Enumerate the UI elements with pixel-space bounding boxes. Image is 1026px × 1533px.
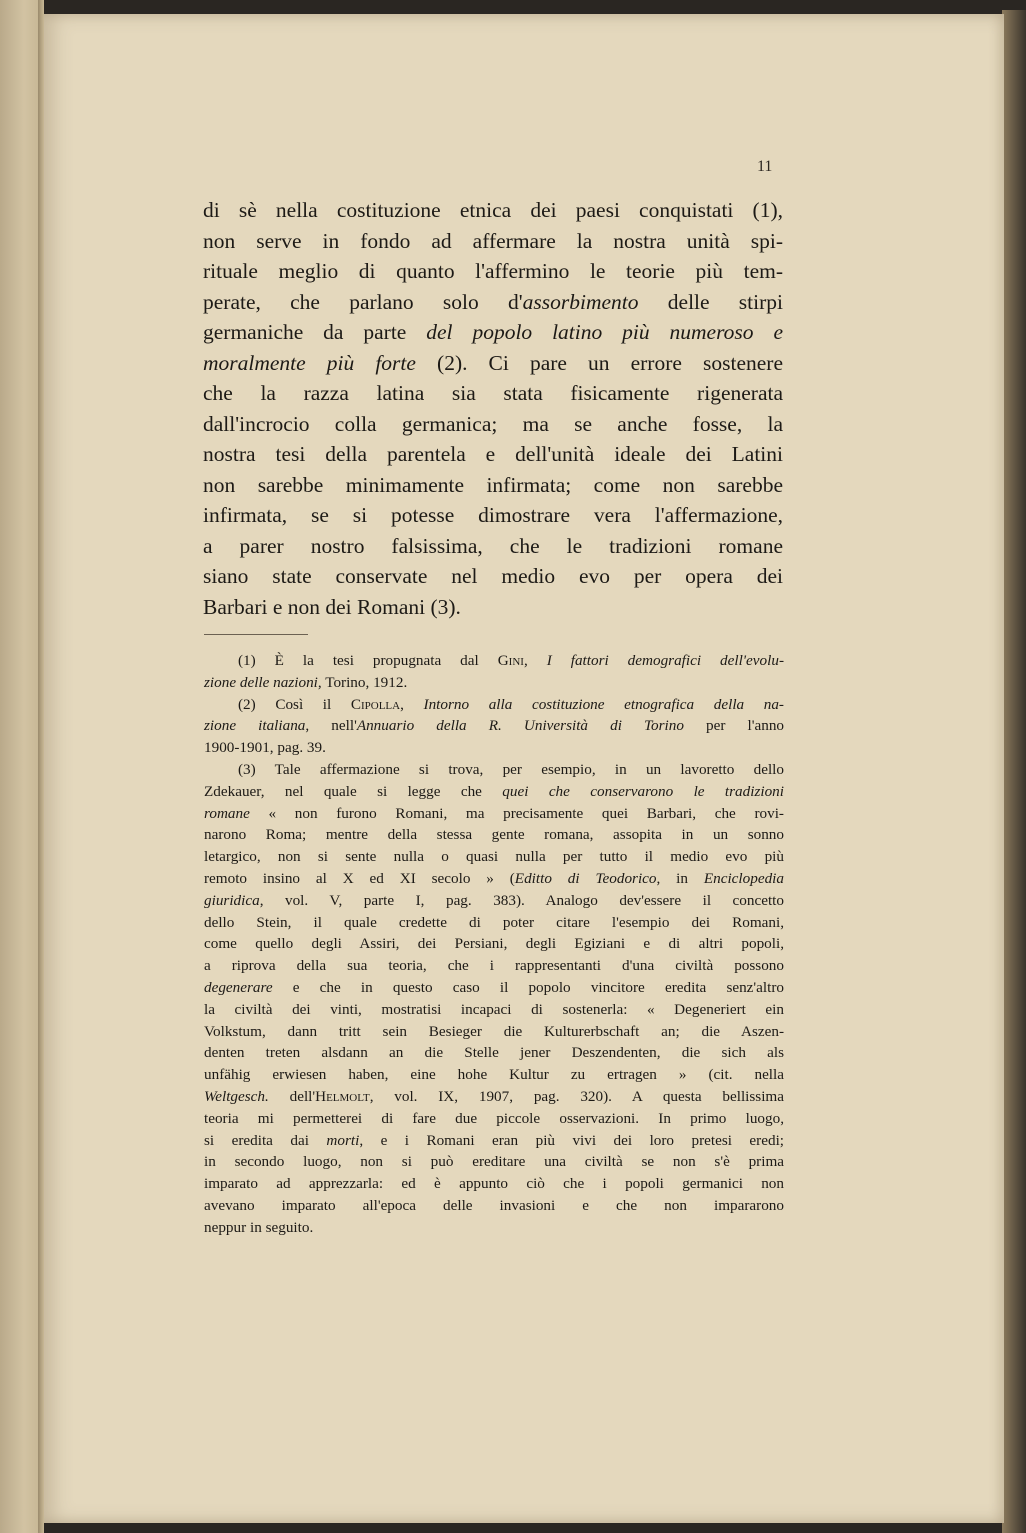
- body-line: non sarebbe minimamente infirmata; come non sarebbe: [203, 472, 783, 497]
- footnote-3-line: [204, 803, 784, 825]
- footnote-3-line: neppur in seguito.: [204, 1218, 314, 1236]
- note-text: ,: [400, 695, 424, 713]
- footnote-3-line: unfähig erwiesen haben, eine hohe Kultur zu ertragen » (cit. nella: [204, 1066, 784, 1084]
- body-line: nostra tesi della parentela e dell'unità ideale dei Latini: [203, 442, 783, 466]
- footnote-3-line: (3) Tale affermazione si trova, per esempio, in un lavoretto dello: [238, 760, 784, 778]
- note-text: ,: [523, 652, 547, 669]
- note-emphasis: morti: [326, 1131, 360, 1149]
- footnote-3-line: denten treten alsdann an die Stelle jener Deszendenten, die sich als: [204, 1044, 784, 1062]
- footnote-3-line: narono Roma; mentre della stessa gente romana, assopita in un sonno: [204, 826, 784, 844]
- note-text: , vol. V, parte I, pag. 383). Analogo dev'essere il concetto: [259, 891, 784, 909]
- note-title: Enciclopedia: [703, 869, 784, 887]
- note-text: per l'anno: [683, 717, 785, 735]
- footnotes: [204, 650, 784, 1239]
- body-paragraph: [203, 195, 783, 622]
- note-text: , Torino, 1912.: [317, 673, 408, 691]
- body-text-span: germaniche da parte: [203, 320, 427, 344]
- footnote-rule: [204, 634, 308, 635]
- note-title: I fattori demografici dell'evolu-: [546, 652, 785, 669]
- footnote-3-line: [204, 868, 784, 890]
- body-line: che la razza latina sia stata fisicamente rigenerata: [203, 381, 783, 405]
- note-quote: quei che conservarono le tradizioni: [502, 782, 784, 800]
- footnote-3-line: dello Stein, il quale credette di poter citare l'esempio dei Romani,: [204, 913, 784, 931]
- note-emphasis: degenerare: [204, 978, 273, 996]
- left-page-edge: [0, 0, 40, 1533]
- note-title: Annuario della R. Università di Torino: [356, 717, 684, 735]
- body-text-span: delle stirpi: [638, 289, 784, 314]
- note-text: si eredita dai: [204, 1131, 327, 1149]
- note-title: zione delle nazioni: [204, 673, 318, 691]
- body-line: rituale meglio di quanto l'affermino le teorie più tem-: [203, 259, 783, 283]
- footnote-1-line: [204, 672, 784, 694]
- body-text-span: perate, che parlano solo: [203, 289, 509, 314]
- body-italic-span: assorbimento: [522, 289, 639, 314]
- body-line: Barbari e non dei Romani (3).: [203, 594, 461, 619]
- footnote-3-line: teoria mi permetterei di fare due piccole osservazioni. In primo luogo,: [204, 1109, 784, 1127]
- body-line: dall'incrocio colla germanica; ma se anche fosse, la: [203, 411, 783, 436]
- right-page-edge: [1002, 10, 1026, 1533]
- footnote-3-line: come quello degli Assiri, dei Persiani, degli Egiziani e di altri popoli,: [204, 935, 784, 953]
- body-text-span: d': [508, 289, 523, 314]
- note-author: Helmolt: [315, 1087, 370, 1105]
- footnote-3-line: a riprova della sua teoria, che i rappresentanti d'una civiltà possono: [204, 957, 784, 975]
- page-number: 11: [757, 158, 773, 175]
- note-text: , in: [656, 869, 704, 887]
- note-text: « non furono Romani, ma precisamente quei Barbari, che rovi-: [249, 804, 784, 822]
- note-text: (2) Così il: [238, 695, 351, 713]
- body-italic-span: del popolo latino più numeroso e: [426, 320, 783, 344]
- footnote-3-line: Volkstum, dann tritt sein Besieger die Kulturerbschaft an; die Aszen-: [204, 1022, 784, 1040]
- note-author: Gini: [497, 652, 524, 669]
- note-title: giuridica: [204, 891, 260, 909]
- note-author: Cipolla: [350, 695, 401, 713]
- body-line: infirmata, se si potesse dimostrare vera l'affermazione,: [203, 503, 783, 527]
- footnote-2-line: 1900-1901, pag. 39.: [204, 739, 326, 757]
- footnote-3-line: [204, 1130, 784, 1152]
- note-text: Zdekauer, nel quale si legge che: [204, 782, 503, 800]
- body-line: non serve in fondo ad affermare la nostra unità spi-: [203, 228, 783, 253]
- note-title: Intorno alla costituzione etnografica della na-: [423, 695, 784, 713]
- note-text: remoto insino al X ed XI secolo » (: [204, 869, 515, 887]
- footnote-2-line: [204, 694, 784, 716]
- note-quote: romane: [204, 804, 250, 822]
- body-line: a parer nostro falsissima, che le tradizioni romane: [203, 533, 783, 558]
- body-line: siano state conservate nel medio evo per opera dei: [203, 564, 783, 588]
- footnote-3-line: avevano imparato all'epoca delle invasioni e che non impararono: [204, 1196, 784, 1214]
- note-text: (1) È la tesi propugnata dal: [238, 652, 498, 669]
- note-text: , nell': [305, 717, 357, 735]
- note-title: Weltgesch.: [204, 1087, 269, 1105]
- footnote-2-line: [204, 715, 784, 737]
- note-title: Editto di Teodorico: [514, 869, 657, 887]
- footnote-3-line: [204, 1086, 784, 1108]
- body-italic-span: moralmente più forte: [203, 350, 416, 375]
- footnote-3-line: imparato ad apprezzarla: ed è appunto ciò che i popoli germanici non: [204, 1175, 784, 1193]
- note-title: zione italiana: [204, 717, 306, 735]
- note-text: , vol. IX, 1907, pag. 320). A questa bellissima: [369, 1087, 784, 1105]
- note-text: , e i Romani eran più vivi dei loro pretesi eredi;: [359, 1131, 785, 1149]
- body-line: di sè nella costituzione etnica dei paesi conquistati (1),: [203, 198, 783, 222]
- footnote-3-line: [204, 890, 784, 912]
- footnote-3-line: [204, 781, 784, 803]
- footnote-1-line: [204, 650, 784, 672]
- body-line: [203, 348, 783, 379]
- note-text: dell': [268, 1087, 316, 1105]
- note-text: e che in questo caso il popolo vincitore eredita senz'altro: [272, 978, 784, 996]
- footnote-3-line: la civiltà dei vinti, mostratisi incapaci di sostenerla: « Degeneriert ein: [204, 1000, 784, 1018]
- footnote-3-line: in secondo luogo, non si può ereditare una civiltà se non s'è prima: [204, 1153, 784, 1171]
- body-text-span: (2). Ci pare un errore sostenere: [415, 350, 783, 375]
- footnote-3-line: [204, 977, 784, 999]
- footnote-3-line: letargico, non si sente nulla o quasi nulla per tutto il medio evo più: [204, 848, 784, 866]
- body-line: [203, 317, 783, 348]
- body-line: [203, 287, 783, 318]
